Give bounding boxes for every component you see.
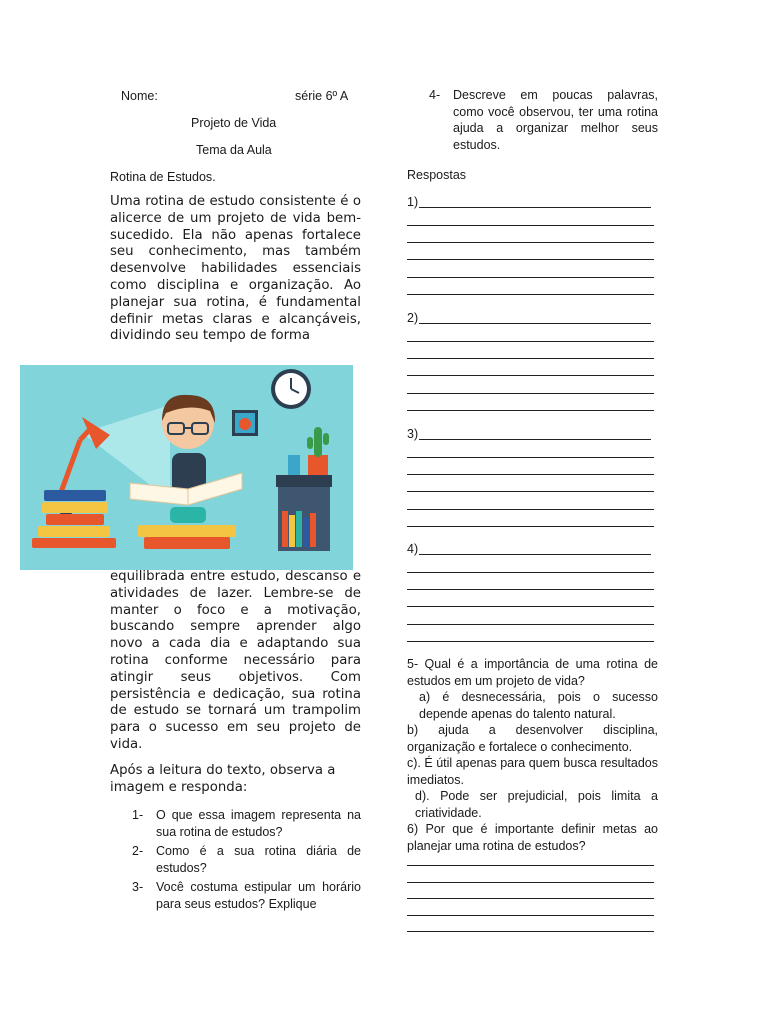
nome-label: Nome:: [121, 89, 158, 103]
question-4: 4- Descreve em poucas palavras, como você observou, ter uma rotina ajuda a organizar melhor seus estudos.: [429, 88, 658, 152]
study-illustration-svg: [20, 365, 353, 570]
option-d: d). Pode ser prejudicial, pois limita a criatividade.: [415, 789, 658, 820]
answer-line[interactable]: [407, 457, 654, 458]
picture-frame-icon: [232, 410, 258, 436]
answer-line[interactable]: [419, 323, 651, 324]
answer-line[interactable]: [407, 375, 654, 376]
answer-line[interactable]: [407, 509, 654, 510]
subtitle: Rotina de Estudos.: [110, 170, 216, 184]
answer-line[interactable]: [419, 554, 651, 555]
study-illustration: [20, 365, 353, 570]
option-b: b) ajuda a desenvolver disciplina, organização e fortalece o conhecimento.: [407, 723, 658, 754]
answer-line[interactable]: [407, 641, 654, 642]
answer-line[interactable]: [407, 526, 654, 527]
answer-line[interactable]: [407, 915, 654, 916]
tema-title: Tema da Aula: [196, 143, 272, 157]
clock-icon: [271, 369, 311, 409]
answer-line[interactable]: [419, 439, 651, 440]
cabinet-icon: [276, 475, 332, 551]
serie-label: série 6º A: [295, 89, 349, 103]
answer-line[interactable]: [407, 225, 654, 226]
answer-line[interactable]: [407, 624, 654, 625]
question-2: 2- Como é a sua rotina diária de estudos?: [132, 844, 361, 875]
option-c: c). É útil apenas para quem busca resultados imediatos.: [407, 756, 658, 787]
projeto-title: Projeto de Vida: [191, 116, 277, 130]
reading-text-part2: equilibrada entre estudo, descanso e atividades de lazer. Lembre-se de manter o foco e a motivação, buscando sempre aprender algo novo a cada dia e adaptando sua rotina conforme necessário para atingir seus objetivos. Com persistência e dedicação, sua rotina de estudo se tornará um trampolim para o sucesso em seu projeto de vida.: [110, 569, 361, 752]
answer-label-1: 1): [407, 195, 419, 209]
question-6-statement: 6) Por que é importante definir metas ao planejar uma rotina de estudos?: [407, 822, 658, 853]
answer-line[interactable]: [407, 606, 654, 607]
question-5-statement: 5- Qual é a importância de uma rotina de estudos em um projeto de vida?: [407, 657, 658, 688]
answer-line[interactable]: [407, 572, 654, 573]
instruction-text: Após a leitura do texto, observa a imagem e responda:: [110, 763, 336, 795]
reading-text-part1: Uma rotina de estudo consistente é o alicerce de um projeto de vida bem-sucedido. Ela não apenas fortalece seu conhecimento, mas também desenvolve habilidades essenciais como disciplina e organização. Ao planejar sua rotina, é fundamental definir metas claras e alcançáveis, dividindo seu tempo de forma: [110, 194, 361, 344]
answer-line[interactable]: [407, 898, 654, 899]
answer-label-3: 3): [407, 427, 419, 441]
answer-line[interactable]: [407, 491, 654, 492]
answer-line[interactable]: [407, 341, 654, 342]
respostas-title: Respostas: [407, 168, 467, 182]
answer-line[interactable]: [407, 358, 654, 359]
answer-line[interactable]: [407, 294, 654, 295]
answer-line[interactable]: [407, 474, 654, 475]
answer-line[interactable]: [407, 882, 654, 883]
questions-list-right: [407, 87, 658, 156]
question-5: [407, 656, 658, 854]
question-1: 1- O que essa imagem representa na sua rotina de estudos?: [132, 808, 361, 839]
question-3: 3- Você costuma estipular um horário para seus estudos? Explique: [132, 880, 361, 911]
answer-line[interactable]: [407, 259, 654, 260]
answer-label-4: 4): [407, 542, 419, 556]
answer-line[interactable]: [407, 393, 654, 394]
answer-line[interactable]: [407, 242, 654, 243]
answer-line[interactable]: [407, 865, 654, 866]
answer-line[interactable]: [407, 277, 654, 278]
questions-list: [110, 807, 361, 915]
option-a: a) é desnecessária, pois o sucesso depende apenas do talento natural.: [419, 690, 658, 721]
answer-line[interactable]: [419, 207, 651, 208]
answer-line[interactable]: [407, 589, 654, 590]
answer-line[interactable]: [407, 410, 654, 411]
answer-line[interactable]: [407, 931, 654, 932]
answer-label-2: 2): [407, 311, 419, 325]
